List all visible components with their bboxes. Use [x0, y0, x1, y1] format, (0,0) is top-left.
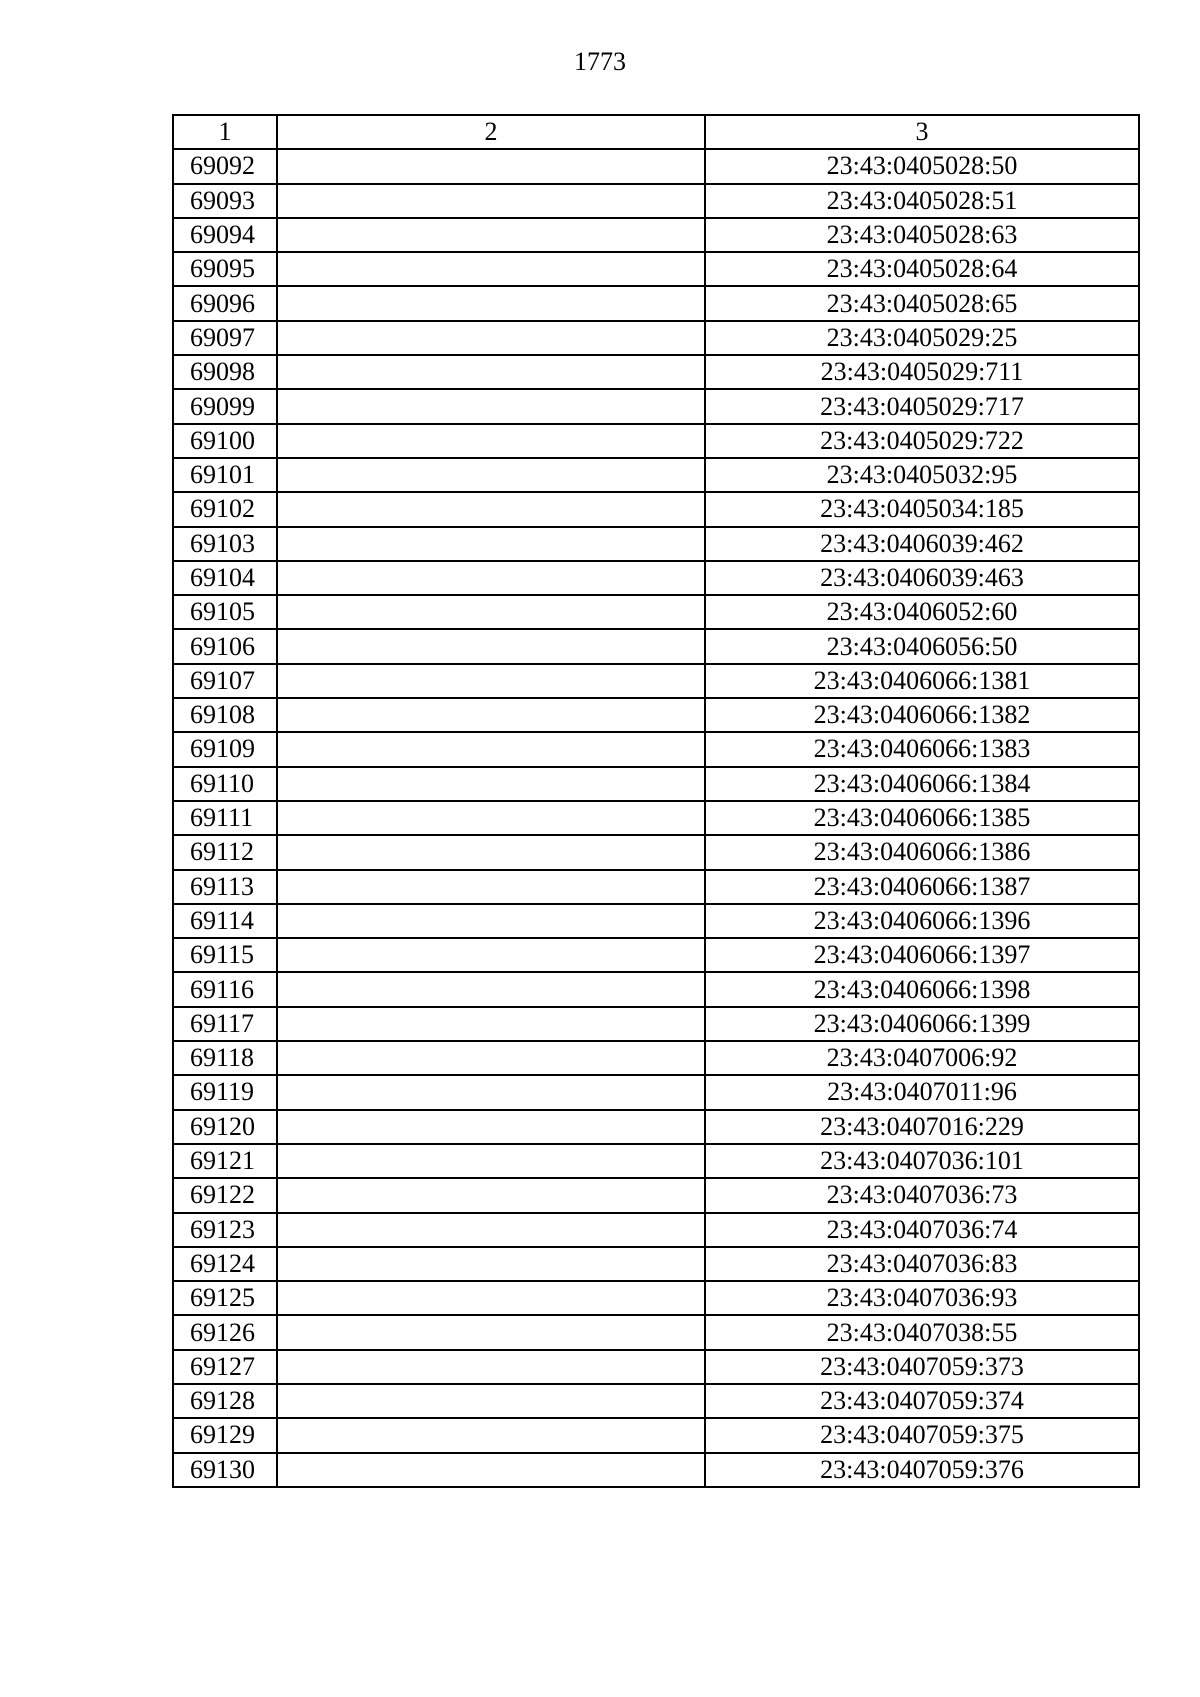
- cadastral-number-cell: 23:43:0407036:74: [705, 1213, 1139, 1247]
- row-number-cell: 69120: [173, 1110, 277, 1144]
- table-row: [173, 904, 1139, 938]
- row-number-cell: 69126: [173, 1315, 277, 1349]
- table-row: [173, 1384, 1139, 1418]
- table-row: [173, 629, 1139, 663]
- table-row: [173, 1453, 1139, 1487]
- table-row: [173, 1075, 1139, 1109]
- description-cell: [277, 492, 705, 526]
- row-number-cell: 69108: [173, 698, 277, 732]
- row-number-cell: 69115: [173, 938, 277, 972]
- description-cell: [277, 698, 705, 732]
- cadastral-number-cell: 23:43:0406066:1382: [705, 698, 1139, 732]
- description-cell: [277, 732, 705, 766]
- cadastral-number-cell: 23:43:0405028:64: [705, 252, 1139, 286]
- table-row: [173, 1315, 1139, 1349]
- description-cell: [277, 218, 705, 252]
- table-row: [173, 1178, 1139, 1212]
- table-row: [173, 767, 1139, 801]
- description-cell: [277, 835, 705, 869]
- row-number-cell: 69099: [173, 389, 277, 423]
- description-cell: [277, 1007, 705, 1041]
- description-cell: [277, 801, 705, 835]
- description-cell: [277, 184, 705, 218]
- table-row: [173, 1110, 1139, 1144]
- cadastral-number-cell: 23:43:0407036:101: [705, 1144, 1139, 1178]
- cadastral-number-cell: 23:43:0405029:722: [705, 424, 1139, 458]
- table-row: [173, 561, 1139, 595]
- table-row: [173, 184, 1139, 218]
- description-cell: [277, 1315, 705, 1349]
- row-number-cell: 69130: [173, 1453, 277, 1487]
- cadastral-number-cell: 23:43:0405028:63: [705, 218, 1139, 252]
- row-number-cell: 69124: [173, 1247, 277, 1281]
- table-row: [173, 835, 1139, 869]
- table-row: [173, 1007, 1139, 1041]
- table-row: [173, 595, 1139, 629]
- cadastral-number-cell: 23:43:0406066:1384: [705, 767, 1139, 801]
- row-number-cell: 69107: [173, 664, 277, 698]
- cadastral-number-cell: 23:43:0405029:711: [705, 355, 1139, 389]
- description-cell: [277, 1247, 705, 1281]
- table-row: [173, 1144, 1139, 1178]
- row-number-cell: 69097: [173, 321, 277, 355]
- row-number-cell: 69106: [173, 629, 277, 663]
- description-cell: [277, 252, 705, 286]
- cadastral-number-cell: 23:43:0407038:55: [705, 1315, 1139, 1349]
- description-cell: [277, 527, 705, 561]
- registry-table: [172, 114, 1140, 1488]
- cadastral-number-cell: 23:43:0406066:1385: [705, 801, 1139, 835]
- row-number-cell: 69117: [173, 1007, 277, 1041]
- cadastral-number-cell: 23:43:0406066:1381: [705, 664, 1139, 698]
- cadastral-number-cell: 23:43:0406066:1397: [705, 938, 1139, 972]
- cadastral-number-cell: 23:43:0407036:93: [705, 1281, 1139, 1315]
- cadastral-number-cell: 23:43:0407059:375: [705, 1418, 1139, 1452]
- table-row: [173, 1418, 1139, 1452]
- table-body: [173, 149, 1139, 1487]
- table-row: [173, 1281, 1139, 1315]
- cadastral-number-cell: 23:43:0405034:185: [705, 492, 1139, 526]
- row-number-cell: 69096: [173, 286, 277, 320]
- cadastral-number-cell: 23:43:0406066:1387: [705, 870, 1139, 904]
- description-cell: [277, 1213, 705, 1247]
- table-row: [173, 870, 1139, 904]
- cadastral-number-cell: 23:43:0405028:51: [705, 184, 1139, 218]
- table-row: [173, 732, 1139, 766]
- description-cell: [277, 1384, 705, 1418]
- cadastral-number-cell: 23:43:0407036:83: [705, 1247, 1139, 1281]
- cadastral-number-cell: 23:43:0407011:96: [705, 1075, 1139, 1109]
- column-header-1: 1: [173, 115, 277, 149]
- row-number-cell: 69112: [173, 835, 277, 869]
- row-number-cell: 69101: [173, 458, 277, 492]
- row-number-cell: 69105: [173, 595, 277, 629]
- table-header: [173, 115, 1139, 149]
- row-number-cell: 69125: [173, 1281, 277, 1315]
- row-number-cell: 69121: [173, 1144, 277, 1178]
- description-cell: [277, 1453, 705, 1487]
- cadastral-number-cell: 23:43:0407016:229: [705, 1110, 1139, 1144]
- table-row: [173, 1041, 1139, 1075]
- row-number-cell: 69128: [173, 1384, 277, 1418]
- description-cell: [277, 1144, 705, 1178]
- description-cell: [277, 1075, 705, 1109]
- cadastral-number-cell: 23:43:0405028:65: [705, 286, 1139, 320]
- cadastral-number-cell: 23:43:0406039:462: [705, 527, 1139, 561]
- cadastral-number-cell: 23:43:0406052:60: [705, 595, 1139, 629]
- cadastral-number-cell: 23:43:0406066:1398: [705, 972, 1139, 1006]
- table-row: [173, 972, 1139, 1006]
- row-number-cell: 69122: [173, 1178, 277, 1212]
- table-row: [173, 1213, 1139, 1247]
- table-row: [173, 355, 1139, 389]
- description-cell: [277, 389, 705, 423]
- cadastral-number-cell: 23:43:0406066:1383: [705, 732, 1139, 766]
- row-number-cell: 69119: [173, 1075, 277, 1109]
- description-cell: [277, 1178, 705, 1212]
- row-number-cell: 69116: [173, 972, 277, 1006]
- description-cell: [277, 972, 705, 1006]
- description-cell: [277, 1281, 705, 1315]
- description-cell: [277, 938, 705, 972]
- cadastral-number-cell: 23:43:0407059:374: [705, 1384, 1139, 1418]
- row-number-cell: 69092: [173, 149, 277, 183]
- row-number-cell: 69110: [173, 767, 277, 801]
- table-row: [173, 698, 1139, 732]
- table-row: [173, 1247, 1139, 1281]
- row-number-cell: 69103: [173, 527, 277, 561]
- row-number-cell: 69129: [173, 1418, 277, 1452]
- table-row: [173, 527, 1139, 561]
- cadastral-number-cell: 23:43:0406056:50: [705, 629, 1139, 663]
- cadastral-number-cell: 23:43:0406066:1386: [705, 835, 1139, 869]
- description-cell: [277, 904, 705, 938]
- row-number-cell: 69113: [173, 870, 277, 904]
- description-cell: [277, 458, 705, 492]
- row-number-cell: 69127: [173, 1350, 277, 1384]
- description-cell: [277, 595, 705, 629]
- description-cell: [277, 1041, 705, 1075]
- table-row: [173, 938, 1139, 972]
- row-number-cell: 69094: [173, 218, 277, 252]
- description-cell: [277, 149, 705, 183]
- table-row: [173, 252, 1139, 286]
- description-cell: [277, 424, 705, 458]
- cadastral-number-cell: 23:43:0407059:376: [705, 1453, 1139, 1487]
- cadastral-number-cell: 23:43:0406066:1399: [705, 1007, 1139, 1041]
- description-cell: [277, 664, 705, 698]
- description-cell: [277, 767, 705, 801]
- page-number: 1773: [574, 47, 626, 76]
- cadastral-number-cell: 23:43:0405029:25: [705, 321, 1139, 355]
- description-cell: [277, 355, 705, 389]
- cadastral-number-cell: 23:43:0405028:50: [705, 149, 1139, 183]
- description-cell: [277, 870, 705, 904]
- cadastral-number-cell: 23:43:0406039:463: [705, 561, 1139, 595]
- row-number-cell: 69114: [173, 904, 277, 938]
- table-row: [173, 492, 1139, 526]
- table-row: [173, 801, 1139, 835]
- cadastral-number-cell: 23:43:0407036:73: [705, 1178, 1139, 1212]
- row-number-cell: 69102: [173, 492, 277, 526]
- row-number-cell: 69100: [173, 424, 277, 458]
- table-row: [173, 424, 1139, 458]
- cadastral-number-cell: 23:43:0407006:92: [705, 1041, 1139, 1075]
- table-row: [173, 664, 1139, 698]
- header-row: [173, 115, 1139, 149]
- row-number-cell: 69123: [173, 1213, 277, 1247]
- table-row: [173, 458, 1139, 492]
- cadastral-number-cell: 23:43:0407059:373: [705, 1350, 1139, 1384]
- row-number-cell: 69098: [173, 355, 277, 389]
- cadastral-number-cell: 23:43:0406066:1396: [705, 904, 1139, 938]
- description-cell: [277, 1418, 705, 1452]
- description-cell: [277, 1350, 705, 1384]
- row-number-cell: 69109: [173, 732, 277, 766]
- description-cell: [277, 1110, 705, 1144]
- row-number-cell: 69093: [173, 184, 277, 218]
- description-cell: [277, 561, 705, 595]
- column-header-3: 3: [705, 115, 1139, 149]
- column-header-2: 2: [277, 115, 705, 149]
- cadastral-number-cell: 23:43:0405032:95: [705, 458, 1139, 492]
- description-cell: [277, 286, 705, 320]
- table-row: [173, 149, 1139, 183]
- cadastral-number-cell: 23:43:0405029:717: [705, 389, 1139, 423]
- table-row: [173, 218, 1139, 252]
- table-row: [173, 321, 1139, 355]
- table-row: [173, 389, 1139, 423]
- table-row: [173, 1350, 1139, 1384]
- description-cell: [277, 321, 705, 355]
- row-number-cell: 69111: [173, 801, 277, 835]
- row-number-cell: 69095: [173, 252, 277, 286]
- description-cell: [277, 629, 705, 663]
- table-row: [173, 286, 1139, 320]
- row-number-cell: 69104: [173, 561, 277, 595]
- row-number-cell: 69118: [173, 1041, 277, 1075]
